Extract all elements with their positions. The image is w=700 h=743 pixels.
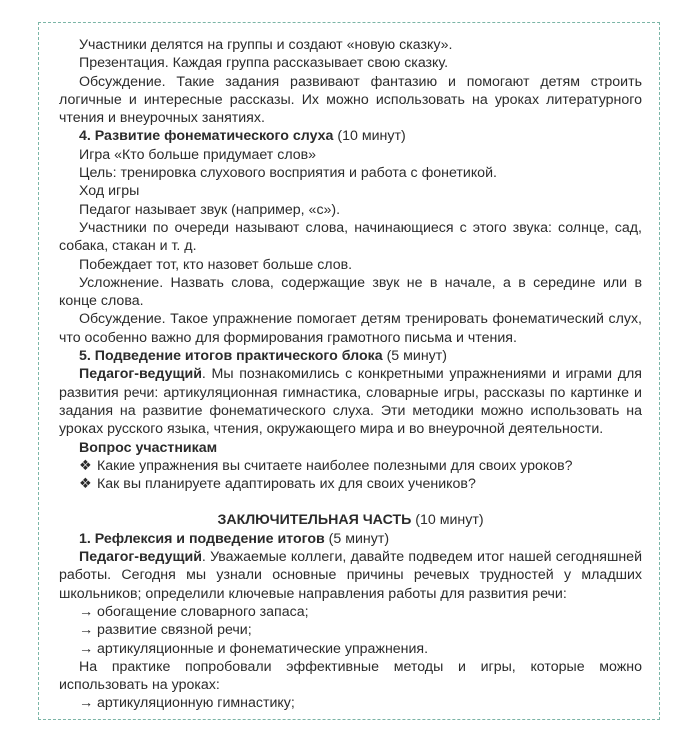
paragraph: Игра «Кто больше придумает слов» [79, 146, 317, 163]
final-part-heading [59, 511, 642, 529]
spacer [59, 493, 642, 511]
arrow-right-icon: → [79, 640, 94, 657]
list-item-text: обогащение словарного запаса; [97, 603, 309, 620]
section-duration: (5 минут) [324, 530, 390, 547]
speaker-text: . Мы познакомились с конкретными упражнениями и играми для развития речи: артикуляционная гимнастика, словарные игры, рассказы по картинке и задания на развитие фонематического слуха. Эти методики можно использовать на уроках русского языка, чтения, окружающего мира и во внеурочной деятельности. [59, 366, 642, 438]
list-item [59, 694, 642, 712]
paragraph: Презентация. Каждая группа рассказывает свою сказку. [79, 55, 449, 72]
paragraph: Побеждает тот, кто назовет больше слов. [79, 256, 353, 273]
diamond-bullet-icon: ❖ [79, 457, 92, 474]
list-item [59, 621, 642, 639]
questions-heading: Вопрос участникам [79, 439, 218, 456]
speaker-paragraph [59, 365, 642, 438]
arrow-right-icon: → [79, 695, 94, 712]
speaker-label: Педагог-ведущий [79, 549, 202, 566]
section-heading-final-1 [59, 530, 642, 548]
final-part-duration: (10 минут) [411, 512, 484, 529]
list-item-text: артикуляционную гимнастику; [97, 695, 295, 712]
speaker-paragraph [59, 548, 642, 603]
paragraph: Участники делятся на группы и создают «новую сказку». [79, 37, 453, 53]
speaker-text: . Уважаемые коллеги, давайте подведем итог нашей сегодняшней работы. Сегодня мы узнали основные причины речевых трудностей у младших школьников; определили ключевые направления работы для развития речи: [59, 549, 642, 602]
section-title: 5. Подведение итогов практического блока [79, 348, 383, 365]
list-item [59, 457, 642, 475]
section-duration: (10 минут) [333, 128, 406, 145]
paragraph: Участники по очереди называют слова, начинающиеся с этого звука: солнце, сад, собака, стакан и т. д. [59, 219, 642, 255]
document-body [59, 36, 642, 713]
paragraph: Ход игры [79, 183, 140, 200]
paragraph: Цель: тренировка слухового восприятия и работа с фонетикой. [79, 165, 497, 182]
paragraph: Педагог называет звук (например, «с»). [79, 201, 341, 218]
final-part-title: ЗАКЛЮЧИТЕЛЬНАЯ ЧАСТЬ [217, 512, 412, 529]
diamond-bullet-icon: ❖ [79, 476, 92, 493]
list-item [59, 603, 642, 621]
paragraph: На практике попробовали эффективные методы и игры, которые можно использовать на уроках: [59, 658, 642, 694]
list-item [59, 640, 642, 658]
list-item-text: артикуляционные и фонематические упражнения. [97, 640, 429, 657]
list-item [59, 475, 642, 493]
section-title: 1. Рефлексия и подведение итогов [79, 530, 325, 547]
arrow-right-icon: → [79, 622, 94, 639]
list-item-text: Как вы планируете адаптировать их для своих учеников? [97, 476, 476, 493]
list-item-text: Какие упражнения вы считаете наиболее полезными для своих уроков? [97, 457, 573, 474]
section-title: 4. Развитие фонематического слуха [79, 128, 334, 145]
section-heading-5 [59, 347, 642, 365]
section-duration: (5 минут) [382, 348, 447, 365]
paragraph: Обсуждение. Такие задания развивают фантазию и помогают детям строить логичные и интересные рассказы. Их можно использовать на уроках литературного чтения и внеурочных занятиях. [59, 73, 642, 127]
paragraph: Обсуждение. Такое упражнение помогает детям тренировать фонематический слух, что особенно важно для формирования грамотного письма и чтения. [59, 311, 642, 346]
speaker-label: Педагог-ведущий [79, 366, 202, 383]
paragraph: Усложнение. Назвать слова, содержащие звук не в начале, а в середине или в конце слова. [59, 274, 642, 310]
arrow-right-icon: → [79, 603, 94, 620]
list-item-text: развитие связной речи; [97, 622, 252, 639]
section-heading-4 [59, 127, 642, 145]
